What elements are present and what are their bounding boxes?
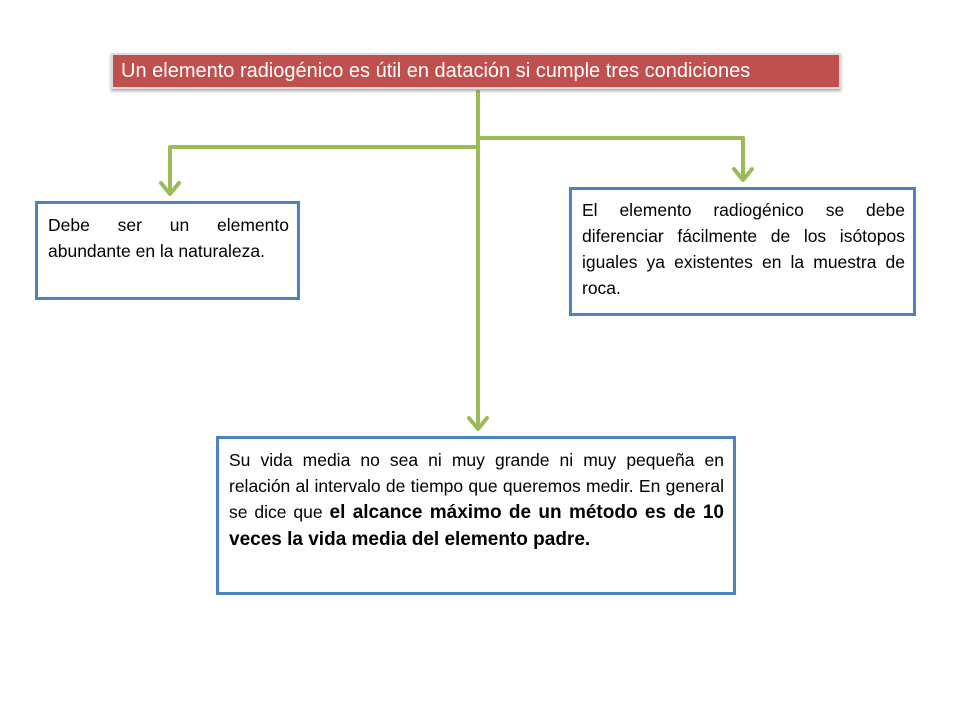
condition-half-life-emphasis: el alcance máximo de un método es de 10 veces la vida media del elemento padre — [229, 502, 724, 550]
condition-half-life-period: . — [584, 529, 591, 550]
condition-abundance-text: Debe ser un elemento abundante en la naturaleza. — [48, 215, 289, 261]
condition-half-life-box — [216, 436, 736, 595]
condition-half-life-text: Su vida media no sea ni muy grande ni muy pequeña en relación al intervalo de tiempo que queremos medir. En general se dice que — [229, 450, 724, 522]
condition-distinguishable-box — [569, 187, 916, 316]
condition-distinguishable-text: El elemento radiogénico se debe diferenciar fácilmente de los isótopos iguales ya existentes en la muestra de roca. — [582, 200, 905, 298]
title-text: Un elemento radiogénico es útil en datación si cumple tres condiciones — [121, 60, 751, 82]
connector-to-left — [170, 147, 478, 192]
condition-abundance-box — [35, 201, 300, 300]
title-box — [111, 53, 841, 89]
connector-to-right — [478, 138, 743, 178]
